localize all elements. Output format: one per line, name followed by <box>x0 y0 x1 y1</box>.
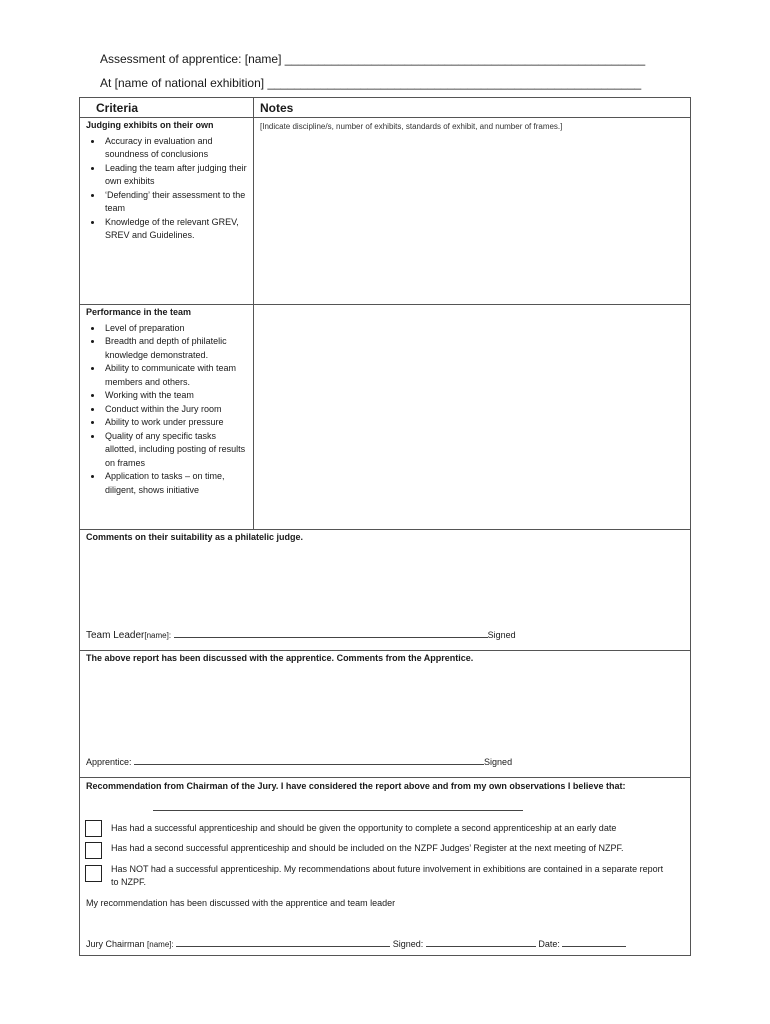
comments-field[interactable] <box>86 548 682 623</box>
apprentice-label: Apprentice: <box>86 757 132 767</box>
assessment-form <box>79 97 691 956</box>
option-text-2: Has had a second successful apprenticeship and should be included on the NZPF Judges’ Register at the next meeting of NZPF. <box>111 843 624 853</box>
apprentice-name-line[interactable] <box>134 755 484 765</box>
row-divider <box>80 529 690 530</box>
date-field[interactable] <box>562 937 626 947</box>
name-hint: [name]: <box>144 631 172 640</box>
chairman-signature-line <box>86 937 626 949</box>
option-checkbox-3[interactable] <box>85 865 102 882</box>
judging-criteria <box>86 119 250 243</box>
notes-header: Notes <box>260 101 294 115</box>
list-item: • Leading the team after judging their own exhibits <box>103 162 250 189</box>
list-item: • Breadth and depth of philatelic knowledge demonstrated. <box>103 335 250 362</box>
signed-label: Signed <box>484 757 513 767</box>
discussed-statement: My recommendation has been discussed with the apprentice and team leader <box>86 898 396 908</box>
list-item: • Knowledge of the relevant GREV, SREV and Guidelines. <box>103 216 250 243</box>
notes-hint: [Indicate discipline/s, number of exhibits, standards of exhibit, and number of frames.] <box>260 122 563 131</box>
team-leader-name-line[interactable] <box>174 628 488 638</box>
option-text-1: Has had a successful apprenticeship and should be given the opportunity to complete a second apprenticeship at an early date <box>111 823 617 833</box>
recommendation-name-line[interactable] <box>153 801 523 811</box>
date-label: Date: <box>538 939 560 949</box>
row-divider <box>80 777 690 778</box>
list-item: • Quality of any specific tasks allotted, including posting of results on frames <box>103 430 250 471</box>
judging-notes-field[interactable] <box>254 118 690 304</box>
judging-title: Judging exhibits on their own <box>86 120 214 130</box>
signed-label: Signed: <box>392 939 424 949</box>
list-item: • Level of preparation <box>103 322 250 336</box>
list-item: • Conduct within the Jury room <box>103 403 250 417</box>
comments-title: Comments on their suitability as a philatelic judge. <box>86 532 304 542</box>
assessment-line: Assessment of apprentice: [name] ______________________________________________________ <box>100 52 646 66</box>
performance-notes-field[interactable] <box>254 305 690 529</box>
list-item: • Application to tasks – on time, diligent, shows initiative <box>103 470 250 497</box>
list-item: • ‘Defending’ their assessment to the team <box>103 189 250 216</box>
performance-criteria <box>86 306 250 497</box>
list-item: • Ability to communicate with team members and others. <box>103 362 250 389</box>
option-checkbox-2[interactable] <box>85 842 102 859</box>
option-text-3: Has NOT had a successful apprenticeship. My recommendations about future involvement in exhibitions are contained in a separate report to NZPF. <box>111 864 664 887</box>
list-item: • Accuracy in evaluation and soundness of conclusions <box>103 135 250 162</box>
criteria-header: Criteria <box>96 101 139 115</box>
apprentice-comments-field[interactable] <box>86 670 682 750</box>
apprentice-section-title: The above report has been discussed with the apprentice. Comments from the Apprentice. <box>86 653 474 663</box>
exhibition-line: At [name of national exhibition] ________________________________________________________ <box>100 76 642 90</box>
row-divider <box>80 650 690 651</box>
list-item: • Working with the team <box>103 389 250 403</box>
chairman-signature-field[interactable] <box>426 937 536 947</box>
option-checkbox-1[interactable] <box>85 820 102 837</box>
list-item: • Ability to work under pressure <box>103 416 250 430</box>
apprentice-signature-line <box>86 755 512 767</box>
signed-label: Signed <box>487 630 516 640</box>
name-hint: [name]: <box>147 940 174 949</box>
chairman-label: Jury Chairman <box>86 939 145 949</box>
chairman-name-line[interactable] <box>176 937 390 947</box>
recommendation-title: Recommendation from Chairman of the Jury. I have considered the report above and from my own observations I believe that: <box>86 781 626 791</box>
team-leader-signature-line <box>86 628 516 641</box>
performance-title: Performance in the team <box>86 307 192 317</box>
team-leader-label: Team Leader <box>86 630 145 641</box>
